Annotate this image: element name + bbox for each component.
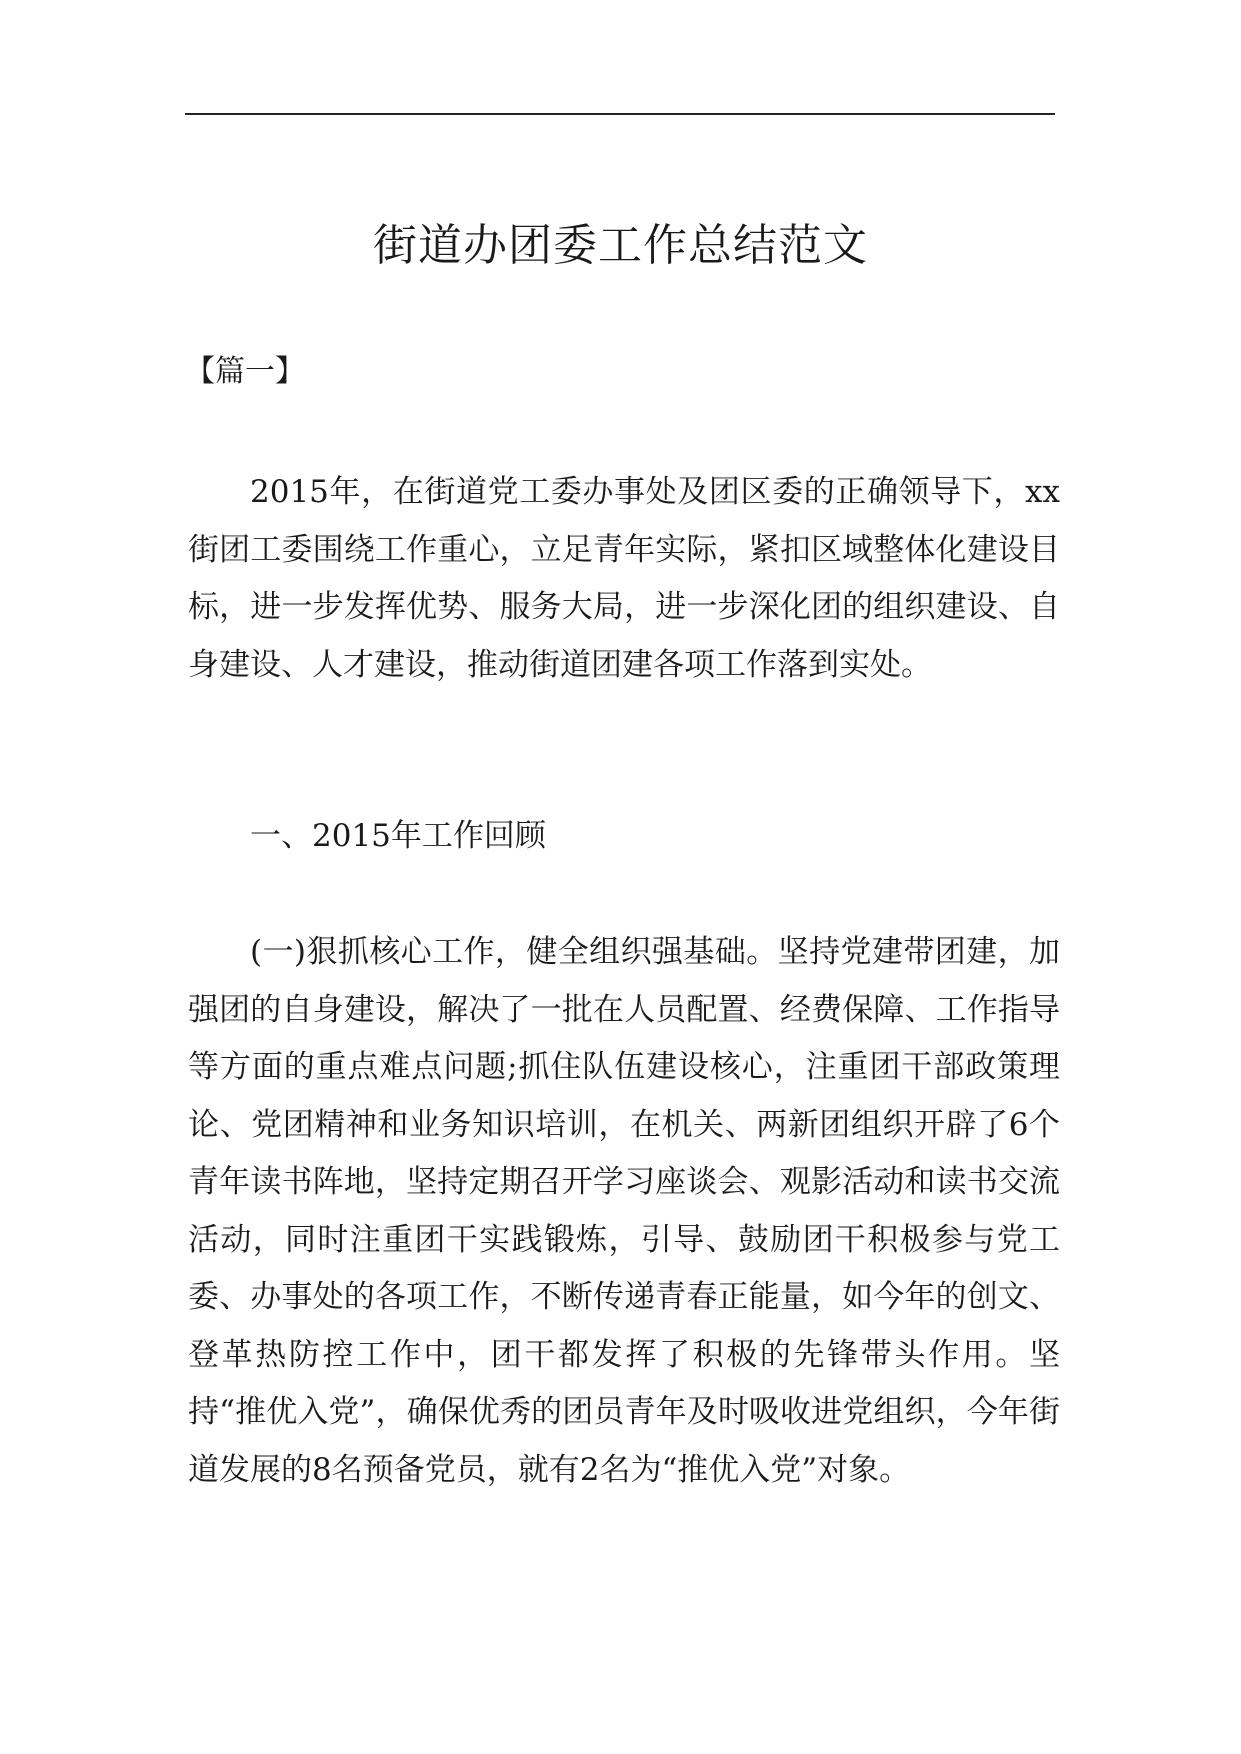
- section-heading: 一、2015年工作回顾: [250, 818, 546, 854]
- intro-paragraph: 2015年，在街道党工委办事处及团区委的正确领导下，xx街团工委围绕工作重心，立足青年实际，紧扣区域整体化建设目标，进一步发挥优势、服务大局，进一步深化团的组织建设、自身建设、人才建设，推动街道团建各项工作落到实处。: [188, 474, 1060, 683]
- section-label: 【篇一】: [185, 354, 305, 389]
- body-paragraph: (一)狠抓核心工作，健全组织强基础。坚持党建带团建，加强团的自身建设，解决了一批在人员配置、经费保障、工作指导等方面的重点难点问题;抓住队伍建设核心，注重团干部政策理论、党团精神和业务知识培训，在机关、两新团组织开辟了6个青年读书阵地，坚持定期召开学习座谈会、观影活动和读书交流活动，同时注重团干实践锻炼，引导、鼓励团干积极参与党工委、办事处的各项工作，不断传递青春正能量，如今年的创文、登革热防控工作中，团干都发挥了积极的先锋带头作用。坚持“推优入党”，确保优秀的团员青年及时吸收进党组织，今年街道发展的8名预备党员，就有2名为“推优入党”对象。: [188, 934, 1060, 1488]
- header-rule: [185, 113, 1055, 115]
- document-title: 街道办团委工作总结范文: [373, 220, 868, 271]
